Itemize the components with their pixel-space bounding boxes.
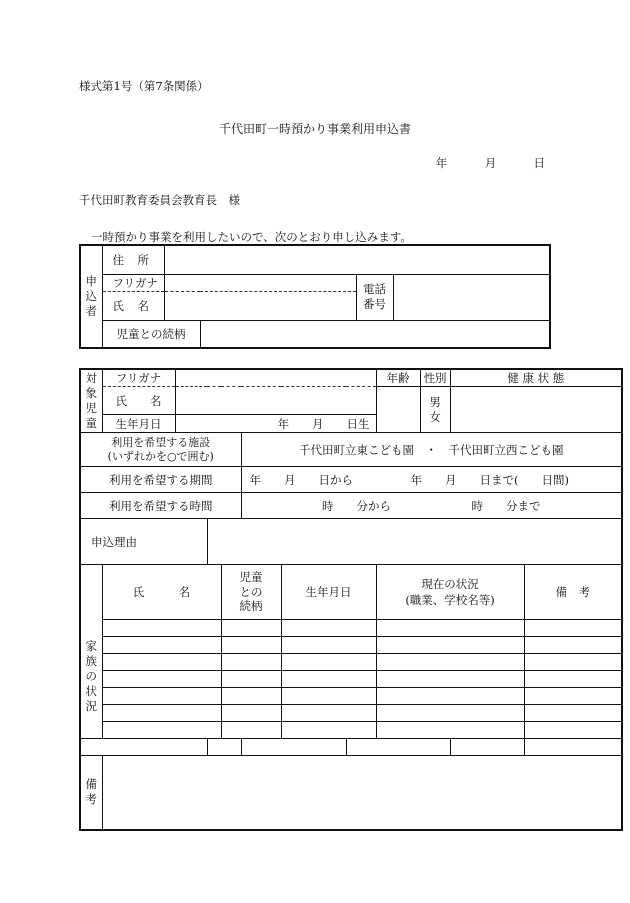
family-name-cell[interactable]: [102, 688, 221, 705]
family-birth-cell[interactable]: [281, 722, 376, 739]
family-name-cell[interactable]: [102, 637, 221, 654]
health-label: 健 康 状 態: [450, 369, 622, 387]
applicant-section-label: 申込者: [80, 245, 102, 348]
family-row: [80, 620, 622, 637]
family-col-birth: 生年月日: [281, 565, 376, 620]
child-furigana-label: フリガナ: [102, 369, 175, 387]
date-day: 日: [533, 156, 545, 170]
applicant-table: [79, 244, 551, 349]
family-row: [80, 705, 622, 722]
child-name-label: 氏 名: [102, 387, 175, 415]
applicant-furigana-field[interactable]: [164, 274, 356, 291]
family-birth-cell[interactable]: [281, 637, 376, 654]
time-field[interactable]: 時 分から 時 分まで: [241, 493, 622, 519]
address-field[interactable]: [164, 245, 550, 274]
reason-label: 申込理由: [80, 519, 207, 565]
family-status-cell[interactable]: [376, 637, 524, 654]
time-label: 利用を希望する時間: [80, 493, 241, 519]
form-number: 様式第1号（第7条関係）: [79, 79, 209, 93]
family-relation-cell[interactable]: [221, 705, 281, 722]
family-relation-cell[interactable]: [221, 722, 281, 739]
family-col-remarks: 備 考: [524, 565, 622, 620]
family-status-cell[interactable]: [376, 722, 524, 739]
family-status-cell[interactable]: [346, 739, 450, 756]
facility-label: 利用を希望する施設 (いずれかを○で囲む): [80, 433, 241, 467]
family-birth-cell[interactable]: [241, 739, 346, 756]
family-status-cell[interactable]: [376, 654, 524, 671]
family-remarks-cell[interactable]: [524, 620, 622, 637]
family-birth-cell[interactable]: [281, 654, 376, 671]
family-name-cell[interactable]: [102, 654, 221, 671]
family-row: [80, 739, 622, 756]
family-remarks-cell[interactable]: [524, 688, 622, 705]
date-month: 月: [484, 156, 497, 170]
family-relation-cell[interactable]: [221, 620, 281, 637]
family-status-cell[interactable]: [376, 671, 524, 688]
relation-field[interactable]: [200, 320, 550, 348]
family-remarks-cell[interactable]: [524, 654, 622, 671]
family-status-cell[interactable]: [376, 688, 524, 705]
family-row: [80, 722, 622, 739]
family-remarks-cell[interactable]: [524, 705, 622, 722]
remarks-label: 備考: [80, 756, 102, 830]
applicant-furigana-label: フリガナ: [102, 274, 164, 291]
reason-field[interactable]: [207, 519, 622, 565]
family-birth-cell[interactable]: [281, 705, 376, 722]
child-name-field[interactable]: [175, 387, 376, 415]
addressee: 千代田町教育委員会教育長 様: [79, 193, 240, 207]
child-furigana-field[interactable]: [175, 369, 376, 387]
address-label: 住 所: [102, 245, 164, 274]
health-field[interactable]: [450, 387, 622, 433]
family-birth-cell[interactable]: [281, 671, 376, 688]
remarks-field[interactable]: [102, 756, 622, 830]
sex-label: 性別: [420, 369, 450, 387]
facility-options[interactable]: 千代田町立東こども園 ・ 千代田町立西こども園: [241, 433, 622, 467]
family-col-relation: 児童との続柄: [221, 565, 281, 620]
family-status-cell[interactable]: [376, 705, 524, 722]
family-col-status: 現在の状況 (職業、学校名等): [376, 565, 524, 620]
child-section-label: 対象児童: [80, 369, 102, 433]
phone-field[interactable]: [393, 274, 550, 320]
form-title: 千代田町一時預かり事業利用申込書: [218, 122, 411, 136]
family-relation-cell[interactable]: [207, 739, 241, 756]
period-label: 利用を希望する期間: [80, 467, 241, 493]
intro-text: 一時預かり事業を利用したいので、次のとおり申し込みます。: [91, 230, 412, 244]
family-row: [80, 671, 622, 688]
relation-label: 児童との続柄: [102, 320, 200, 348]
family-remarks-cell[interactable]: [524, 671, 622, 688]
family-birth-cell[interactable]: [281, 620, 376, 637]
age-field[interactable]: [376, 387, 420, 433]
period-field[interactable]: 年 月 日から 年 月 日まで( 日間): [241, 467, 622, 493]
child-family-table: [79, 368, 623, 831]
date-year: 年: [435, 156, 448, 170]
family-name-cell[interactable]: [102, 705, 221, 722]
family-name-cell[interactable]: [102, 722, 221, 739]
date-line: [436, 155, 545, 171]
applicant-name-label: 氏 名: [102, 291, 164, 320]
family-row: [80, 637, 622, 654]
family-status-cell[interactable]: [376, 620, 524, 637]
family-remarks-cell[interactable]: [450, 739, 524, 756]
family-row: [80, 688, 622, 705]
family-relation-cell[interactable]: [221, 654, 281, 671]
family-col-name: 氏 名: [102, 565, 221, 620]
family-section-label: 家族の状況: [80, 565, 102, 739]
family-birth-cell[interactable]: [281, 688, 376, 705]
child-birth-field[interactable]: 年 月 日生: [175, 415, 376, 433]
family-name-cell[interactable]: [80, 739, 207, 756]
age-label: 年齢: [376, 369, 420, 387]
family-remarks-cell[interactable]: [524, 722, 622, 739]
child-birth-label: 生年月日: [102, 415, 175, 433]
family-name-cell[interactable]: [102, 671, 221, 688]
family-relation-cell[interactable]: [221, 688, 281, 705]
sex-options[interactable]: 男女: [420, 387, 450, 433]
family-relation-cell[interactable]: [221, 671, 281, 688]
applicant-name-field[interactable]: [164, 291, 356, 320]
family-remarks-cell[interactable]: [524, 637, 622, 654]
phone-label: 電話番号: [356, 274, 393, 320]
family-row: [80, 654, 622, 671]
family-name-cell[interactable]: [102, 620, 221, 637]
family-relation-cell[interactable]: [221, 637, 281, 654]
